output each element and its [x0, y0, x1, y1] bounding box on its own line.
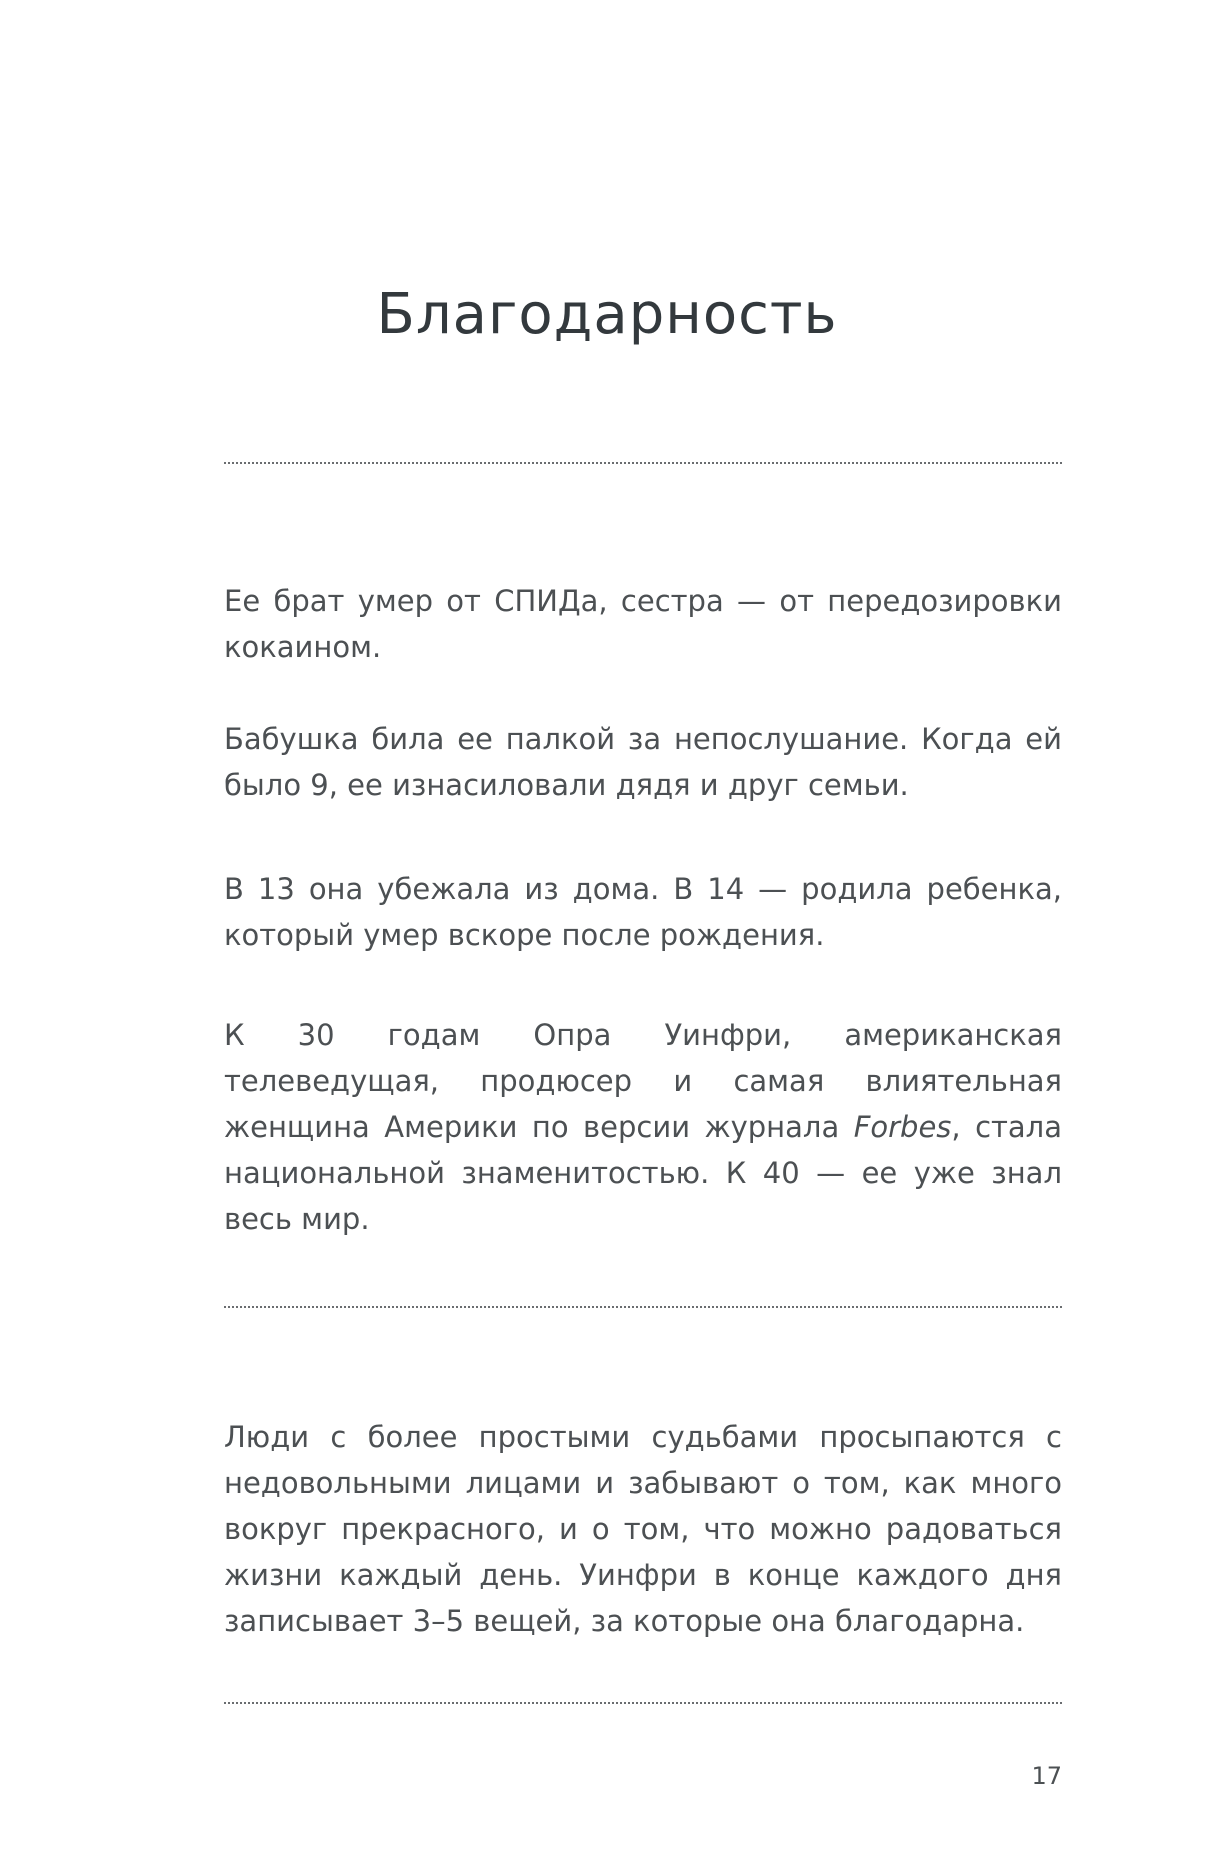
page-title: Благодарность	[376, 282, 838, 347]
paragraph-3: В 13 она убежала из дома. В 14 — родила ребенка, который умер вскоре после рождения.	[224, 872, 1062, 952]
paragraph-4-text-start: К 30 годам Опра Уинфри, американская телеведущая, продюсер и самая влиятельная женщина Америки по версии журнала	[224, 1018, 1062, 1144]
paragraph-2: Бабушка била ее палкой за непослушание. Когда ей было 9, ее изнасиловали дядя и друг семьи.	[224, 722, 1062, 802]
dotted-divider-top	[224, 462, 1062, 464]
paragraph-1: Ее брат умер от СПИДа, сестра — от передозировки кокаином.	[224, 584, 1062, 664]
paragraph-4	[224, 1012, 1062, 1242]
page-number: 17	[1031, 1762, 1062, 1790]
magazine-name: Forbes	[853, 1110, 952, 1144]
dotted-divider-bottom	[224, 1702, 1062, 1704]
paragraph-4-text-end: , стала национальной знаменитостью. К 40 — ее уже знал весь мир.	[224, 1110, 1062, 1236]
dotted-divider-middle	[224, 1306, 1062, 1308]
paragraph-5: Люди с более простыми судьбами просыпаются с недовольными лицами и забывают о том, как много вокруг прекрасного, и о том, что можно радоваться жизни каждый день. Уинфри в конце каждого дня записывает 3–5 вещей, за которые она благодарна.	[224, 1420, 1062, 1638]
